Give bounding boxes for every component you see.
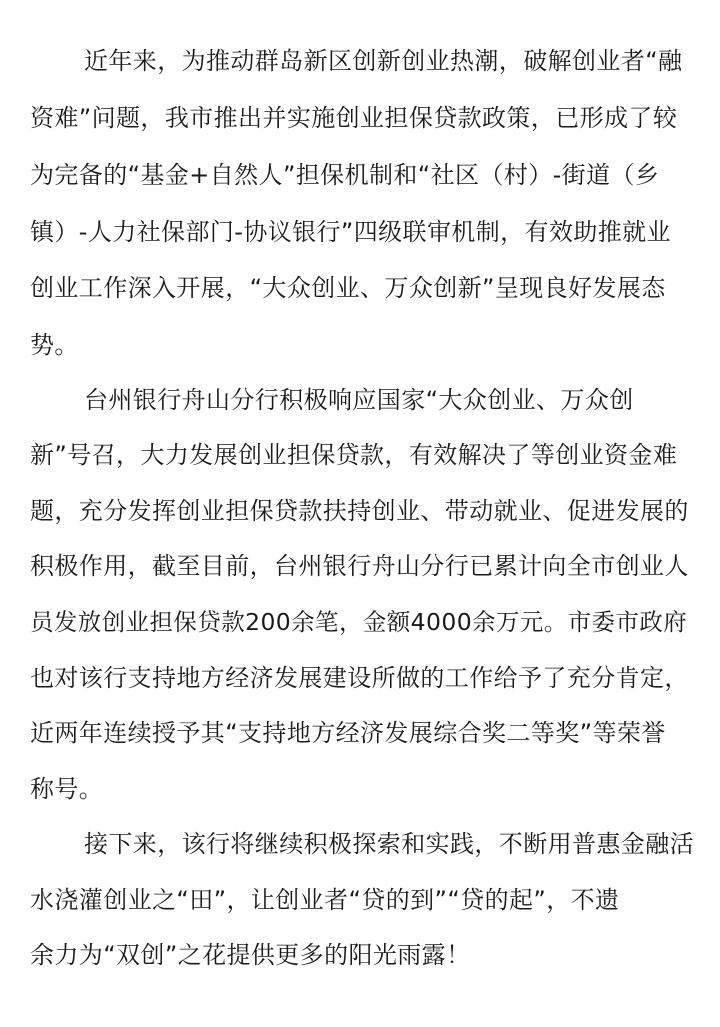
text-line: 资难”问题，我市推出并实施创业担保贷款政策，已形成了较 xyxy=(30,104,678,132)
text-line: 称号。 xyxy=(30,775,104,803)
text-line: 近两年连续授予其“支持地方经济发展综合奖二等奖”等荣誉 xyxy=(30,719,666,747)
text-line: 水浇灌创业之“田”，让创业者“贷的到”“贷的起”，不遗 xyxy=(30,886,620,914)
text-line: 也对该行支持地方经济发展建设所做的工作给予了充分肯定， xyxy=(30,664,689,692)
text-line: 新”号召，大力发展创业担保贷款，有效解决了等创业资金难 xyxy=(30,441,678,469)
text-line: 员发放创业担保贷款200余笔，金额4000余万元。市委市政府 xyxy=(30,608,688,636)
text-line: 近年来，为推动群岛新区创新创业热潮，破解创业者“融 xyxy=(84,47,683,75)
text-line: 势。 xyxy=(30,331,79,359)
text-line: 余力为“双创”之花提供更多的阳光雨露！ xyxy=(30,941,471,969)
text-line: 题，充分发挥创业担保贷款扶持创业、带动就业、促进发展的 xyxy=(30,497,689,525)
text-line: 镇）-人力社保部门-协议银行”四级联审机制，有效助推就业 xyxy=(30,218,671,246)
text-line: 为完备的“基金+自然人”担保机制和“社区（村）-街道（乡 xyxy=(30,161,660,189)
text-line: 接下来，该行将继续积极探索和实践，不断用普惠金融活 xyxy=(84,830,694,858)
text-line: 积极作用，截至目前，台州银行舟山分行已累计向全市创业人 xyxy=(30,552,689,580)
text-line: 创业工作深入开展，“大众创业、万众创新”呈现良好发展态 xyxy=(30,274,666,302)
text-line: 台州银行舟山分行积极响应国家“大众创业、万众创 xyxy=(84,386,634,414)
